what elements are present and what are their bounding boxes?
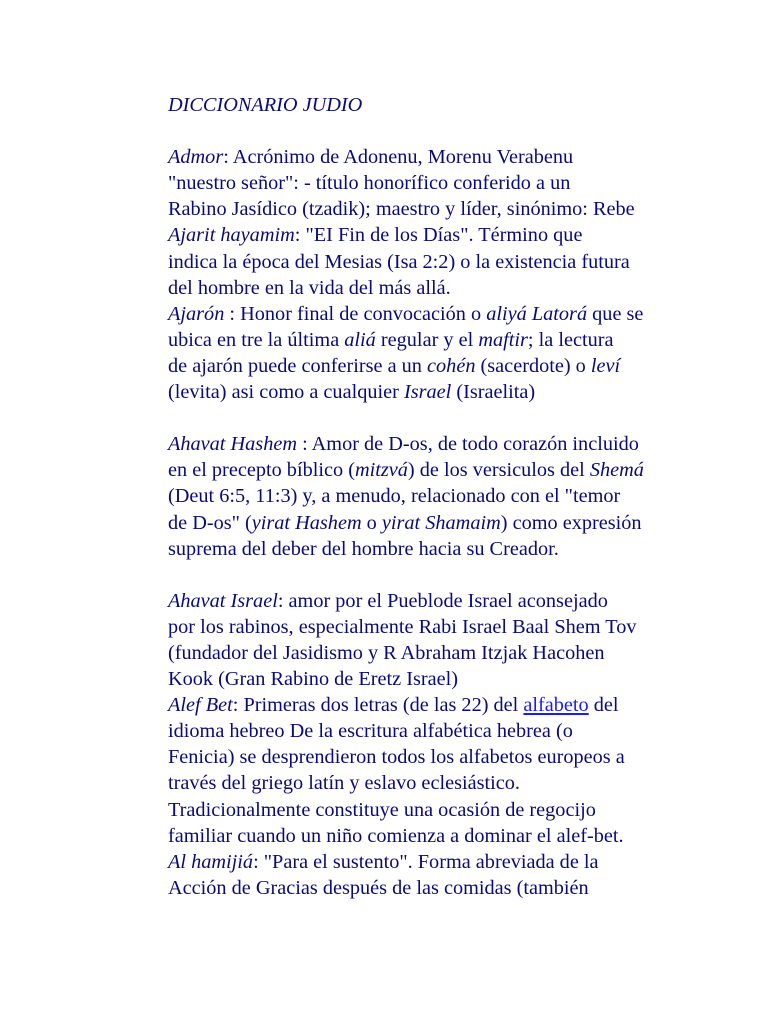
definition-text: : Acrónimo de Adonenu, Morenu Verabenu (223, 146, 574, 169)
text-line (168, 431, 728, 457)
dictionary-term: Ahavat Hashem (168, 433, 297, 456)
text-line (168, 353, 728, 379)
definition-text: ubica en tre la última (168, 328, 345, 351)
definition-text: : Honor final de convocación o (224, 302, 487, 325)
definition-text: (Deut 6:5, 11:3) y, a menudo, relacionado con el "temor (168, 485, 621, 508)
text-line (168, 640, 728, 666)
text-line (168, 718, 728, 744)
definition-text: Fenicia) se desprendieron todos los alfabetos europeos a (168, 746, 625, 769)
definition-text: en el precepto bíblico ( (168, 459, 355, 482)
italic-term: leví (590, 354, 621, 377)
text-line (168, 275, 728, 301)
italic-term: cohén (427, 354, 476, 377)
definition-text: : "EI Fin de los Días". Término que (294, 224, 583, 247)
document-title: DICCIONARIO JUDIO (168, 94, 363, 116)
definition-text: : "Para el sustento". Forma abreviada de la (253, 850, 599, 873)
definition-text: Acción de Gracias después de las comidas (también (168, 876, 589, 899)
definition-text: ; la lectura (527, 328, 614, 351)
document-page (168, 92, 728, 901)
definition-text: (Israelita) (451, 381, 536, 404)
italic-term: yirat Shamaim (381, 511, 501, 534)
text-line (168, 588, 728, 614)
italic-term: Shemá (589, 459, 644, 482)
paragraph-break (168, 405, 728, 431)
text-line (168, 744, 728, 770)
definition-text: : Primeras dos letras (de las 22) del (232, 694, 524, 717)
definition-text: (sacerdote) o (475, 354, 591, 377)
dictionary-term: Alef Bet (168, 694, 233, 717)
definition-text: regular y el (375, 328, 479, 351)
text-line (168, 770, 728, 796)
document-body (168, 144, 728, 901)
definition-text: (fundador del Jasidismo y R Abraham Itzjak Hacohen (168, 641, 605, 664)
text-line (168, 222, 728, 248)
definition-text: suprema del deber del hombre hacia su Creador. (168, 537, 559, 560)
text-line (168, 692, 728, 718)
dictionary-term: Admor (168, 146, 224, 169)
text-line (168, 301, 728, 327)
definition-text: que se (587, 302, 644, 325)
text-line (168, 849, 728, 875)
definition-text: de D-os" ( (168, 511, 252, 534)
dictionary-term: Ajarit hayamim (168, 224, 295, 247)
italic-term: Israel (403, 381, 452, 404)
text-line (168, 196, 728, 222)
italic-term: yirat Hashem (251, 511, 362, 534)
definition-text: : amor por el Pueblode Israel aconsejado (277, 589, 608, 612)
text-line (168, 666, 728, 692)
definition-text: Kook (Gran Rabino de Eretz Israel) (168, 668, 459, 691)
text-line (168, 614, 728, 640)
text-line (168, 536, 728, 562)
definition-text: través del griego latín y eslavo eclesiástico. (168, 772, 520, 795)
alfabeto-link[interactable]: alfabeto (523, 694, 589, 717)
text-line (168, 483, 728, 509)
definition-text: indica la época del Mesias (Isa 2:2) o la existencia futura (168, 250, 630, 273)
definition-text: "nuestro señor": - título honorífico conferido a un (168, 172, 571, 195)
italic-term: mitzvá (354, 459, 408, 482)
italic-term: aliá (344, 328, 376, 351)
definition-text: de ajarón puede conferirse a un (168, 354, 428, 377)
definition-text: Tradicionalmente constituye una ocasión de regocijo (168, 798, 596, 821)
text-line (168, 144, 728, 170)
definition-text: : Amor de D-os, de todo corazón incluido (297, 433, 639, 456)
text-line (168, 797, 728, 823)
definition-text: familiar cuando un niño comienza a dominar el alef-bet. (168, 824, 624, 847)
definition-text: ) como expresión (500, 511, 642, 534)
definition-text: (levita) asi como a cualquier (168, 381, 404, 404)
dictionary-term: Ahavat Israel (168, 589, 278, 612)
text-line (168, 457, 728, 483)
definition-text: por los rabinos, especialmente Rabi Israel Baal Shem Tov (168, 615, 637, 638)
definition-text: o (361, 511, 382, 534)
italic-term: aliyá Latorá (486, 302, 588, 325)
definition-text: Rabino Jasídico (tzadik); maestro y líder, sinónimo: Rebe (168, 198, 635, 221)
text-line (168, 379, 728, 405)
text-line (168, 170, 728, 196)
definition-text: idioma hebreo De la escritura alfabética hebrea (o (168, 720, 573, 743)
paragraph-break (168, 562, 728, 588)
definition-text: ) de los versiculos del (407, 459, 590, 482)
italic-term: maftir (478, 328, 528, 351)
text-line (168, 823, 728, 849)
dictionary-term: Al hamijiá (168, 850, 254, 873)
dictionary-term: Ajarón (168, 302, 225, 325)
definition-text: del (588, 694, 619, 717)
text-line (168, 327, 728, 353)
definition-text: del hombre en la vida del más allá. (168, 276, 451, 299)
text-line (168, 249, 728, 275)
text-line (168, 510, 728, 536)
text-line (168, 875, 728, 901)
